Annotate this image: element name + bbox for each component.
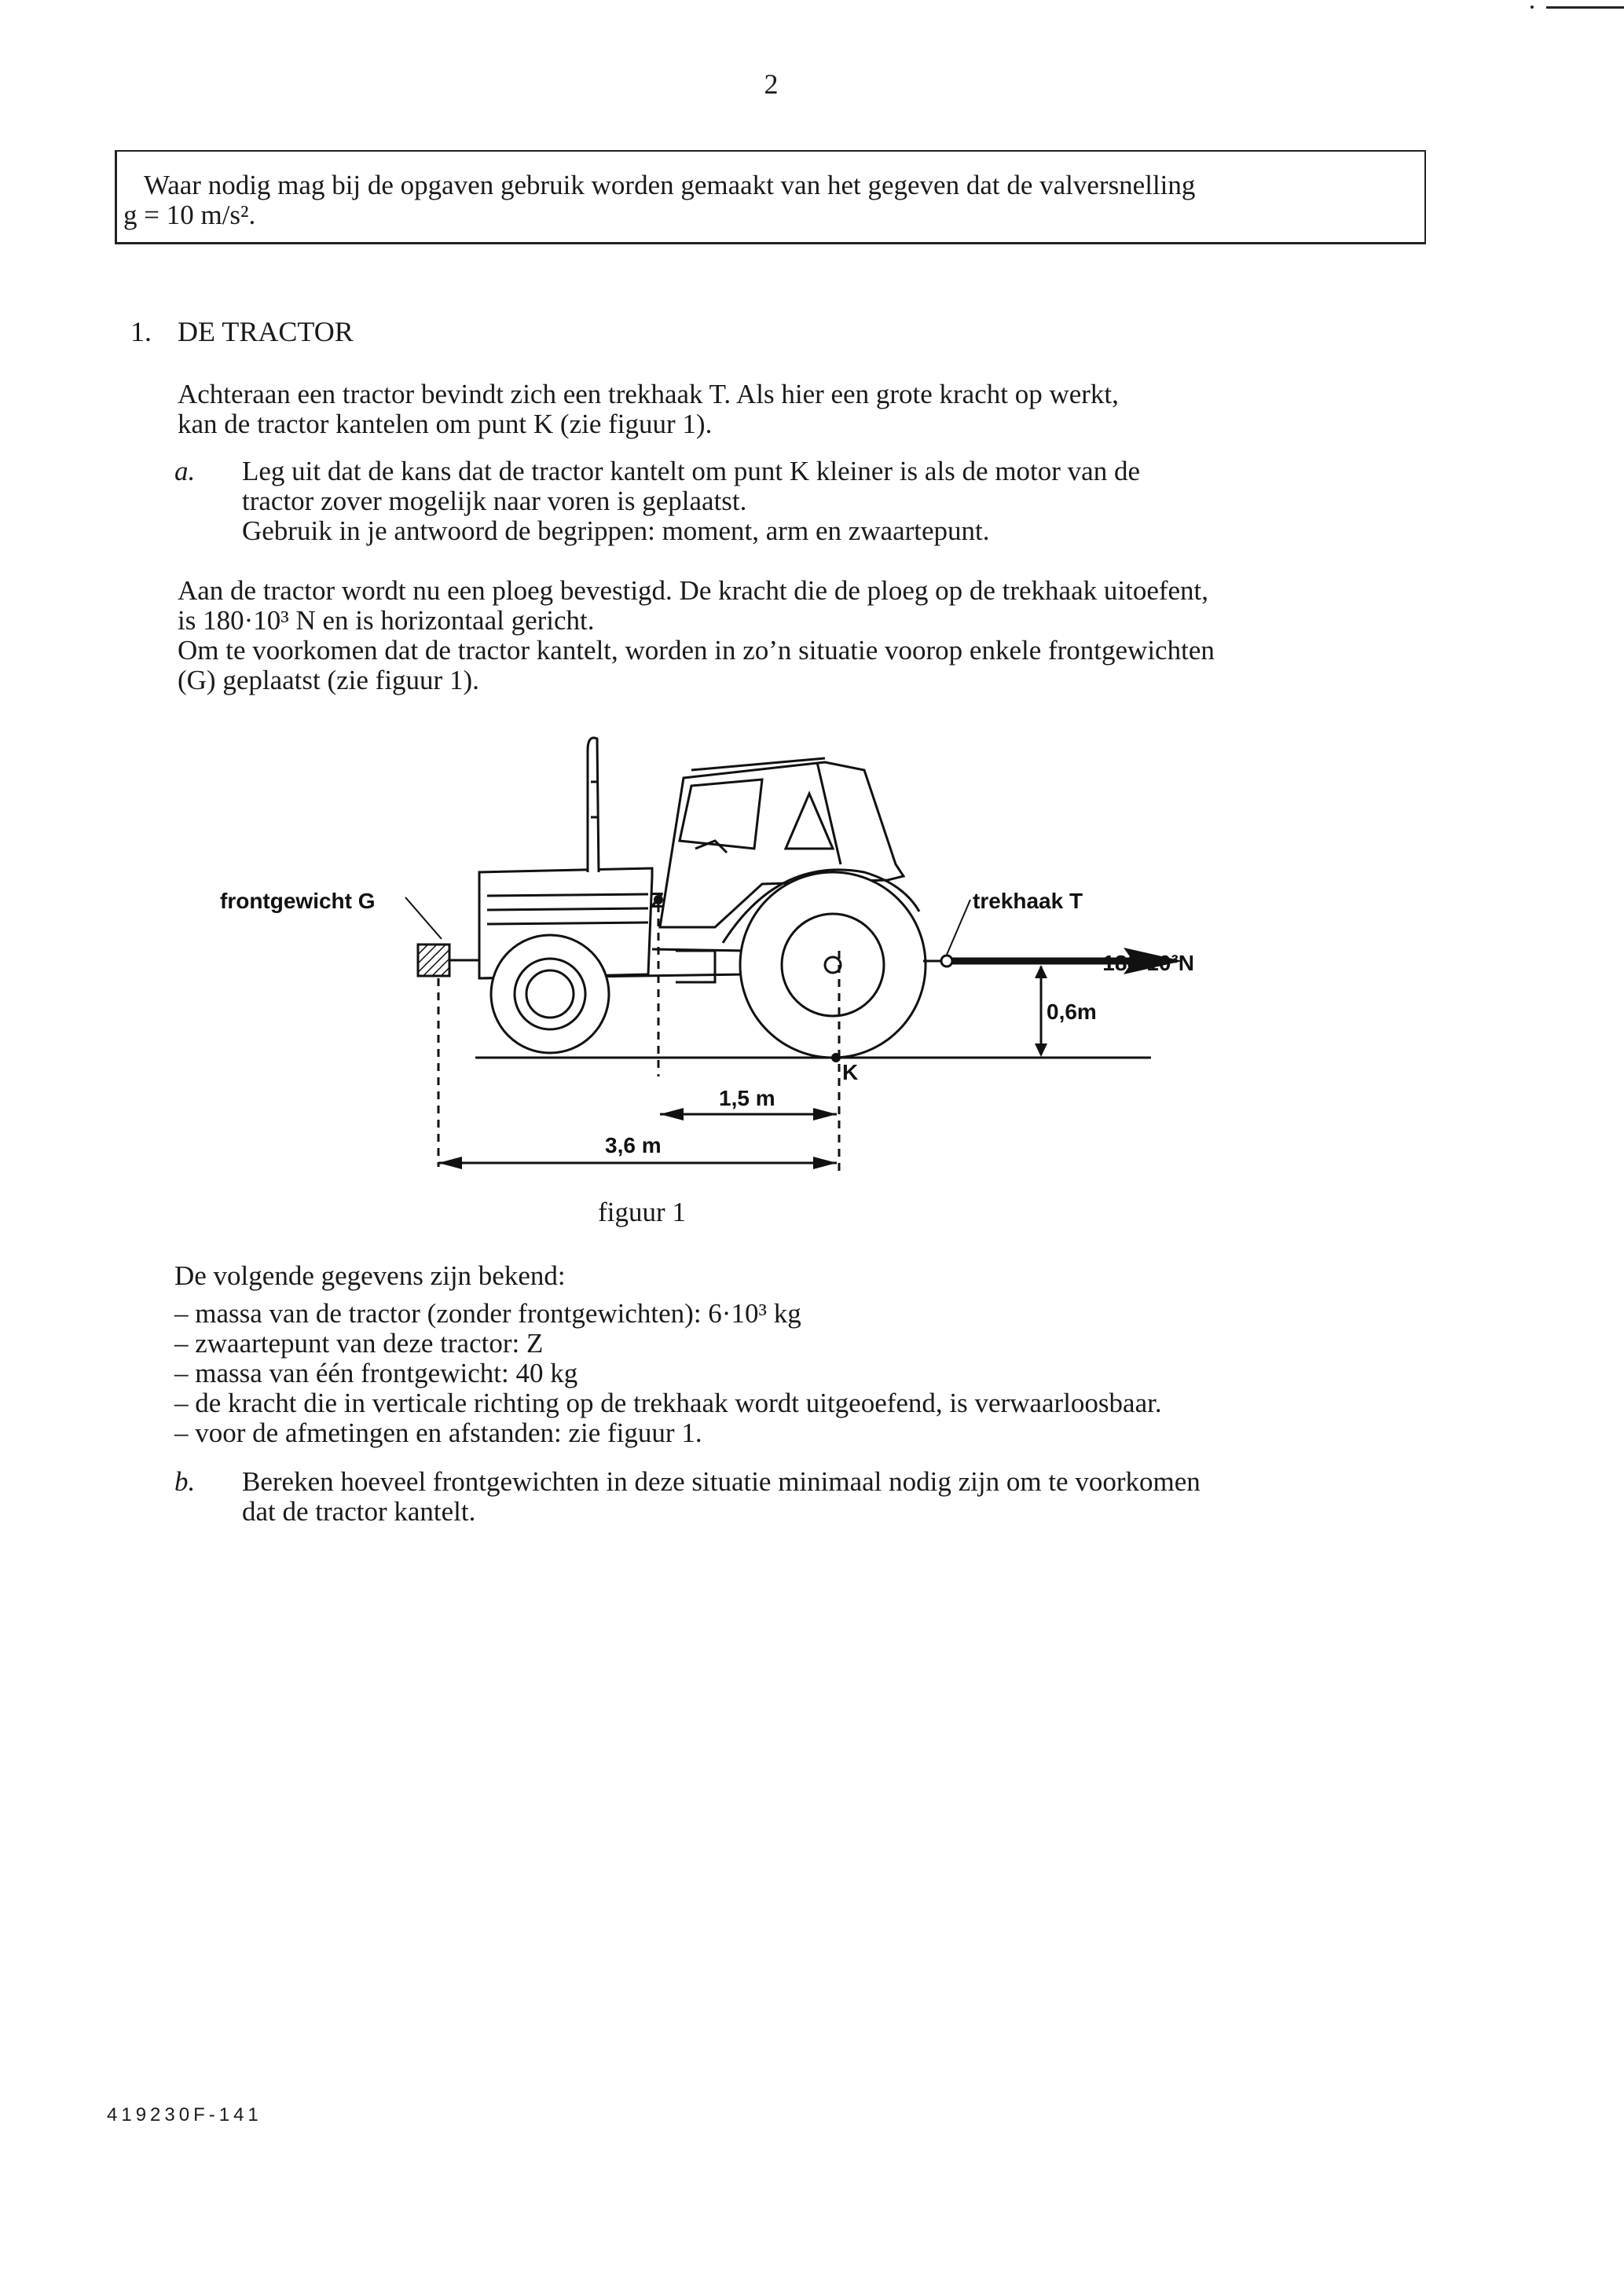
data-item-4: – de kracht die in verticale richting op de trekhaak wordt uitgeoefend, is verwaarloosbaar. [174, 1388, 1162, 1418]
data-item-2: – zwaartepunt van deze tractor: Z [174, 1328, 544, 1359]
label-cog: Z [651, 888, 665, 912]
data-item-1: – massa van de tractor (zonder frontgewichten): 6·10³ kg [174, 1298, 801, 1329]
intro-line-1: Achteraan een tractor bevindt zich een trekhaak T. Als hier een grote kracht op werkt, [178, 379, 1119, 409]
front-weight-block [418, 944, 449, 976]
label-front-weight: frontgewicht G [220, 889, 376, 913]
footer-code: 419230F-141 [107, 2104, 262, 2125]
question-number: 1. [130, 316, 152, 347]
tractor-figure [212, 715, 1194, 1179]
part-a-line-1: Leg uit dat de kans dat de tractor kantelt om punt K kleiner is als de motor van de [242, 456, 1141, 486]
notice-line-1: Waar nodig mag bij de opgaven gebruik worden gemaakt van het gegeven dat de valversnelling [144, 170, 1196, 200]
data-item-5: – voor de afmetingen en afstanden: zie figuur 1. [174, 1418, 702, 1448]
part-a-line-2: tractor zover mogelijk naar voren is geplaatst. [242, 486, 747, 516]
label-force: 180·10³N [1102, 951, 1194, 975]
part-a-line-3: Gebruik in je antwoord de begrippen: moment, arm en zwaartepunt. [242, 515, 990, 546]
figure-caption: figuur 1 [598, 1197, 686, 1227]
front-weight-leader [405, 897, 442, 939]
label-dist-short: 1,5 m [719, 1086, 775, 1110]
data-item-3: – massa van één frontgewicht: 40 kg [174, 1358, 578, 1388]
exhaust-pipe [588, 738, 599, 872]
data-intro: De volgende gegevens zijn bekend: [174, 1260, 566, 1291]
setup-line-2: is 180·10³ N en is horizontaal gericht. [178, 605, 595, 636]
question-title: DE TRACTOR [178, 316, 354, 347]
hitch-point [941, 955, 952, 966]
corner-mark-dot [1531, 6, 1534, 9]
hitch-leader [947, 900, 970, 955]
part-b-line-2: dat de tractor kantelt. [242, 1496, 476, 1527]
front-wheel [491, 935, 609, 1053]
rear-wheel [740, 872, 926, 1058]
corner-mark-line [1546, 6, 1624, 9]
label-hitch: trekhaak T [973, 889, 1083, 913]
label-dist-long: 3,6 m [605, 1133, 662, 1157]
page-number: 2 [764, 68, 779, 100]
setup-line-4: (G) geplaatst (zie figuur 1). [178, 665, 479, 695]
part-b-line-1: Bereken hoeveel frontgewichten in deze situatie minimaal nodig zijn om te voorkomen [242, 1466, 1201, 1497]
intro-line-2: kan de tractor kantelen om punt K (zie figuur 1). [178, 409, 713, 439]
part-b-letter: b. [174, 1466, 196, 1497]
setup-line-3: Om te voorkomen dat de tractor kantelt, worden in zo’n situatie voorop enkele frontgewichten [178, 635, 1215, 666]
label-height: 0,6m [1047, 999, 1097, 1024]
part-a-letter: a. [174, 456, 196, 486]
label-pivot: K [842, 1060, 859, 1084]
setup-line-1: Aan de tractor wordt nu een ploeg bevestigd. De kracht die de ploeg op de trekhaak uitoefent, [178, 575, 1209, 606]
notice-line-2: g = 10 m/s². [123, 200, 256, 230]
